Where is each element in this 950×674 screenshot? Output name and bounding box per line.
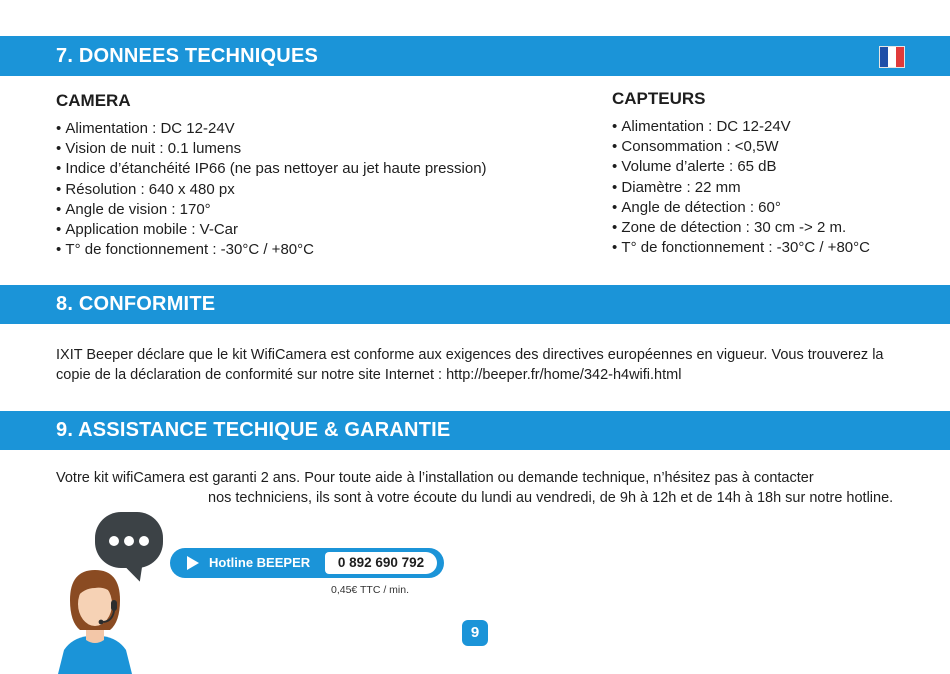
list-item: • Diamètre : 22 mm xyxy=(612,178,870,198)
hotline-phone-number[interactable]: 0 892 690 792 xyxy=(325,552,437,574)
list-item: • Application mobile : V-Car xyxy=(56,220,487,240)
section-title-support: 9. ASSISTANCE TECHIQUE & GARANTIE xyxy=(56,419,451,441)
camera-spec-list xyxy=(56,119,487,260)
conformity-text: IXIT Beeper déclare que le kit WifiCamera est conforme aux exigences des directives européennes en vigueur. Vous trouverez la copie de la déclaration de conformité sur notre site Internet : http://beeper.fr/home/342-h4wifi.html xyxy=(56,347,884,383)
call-price: 0,45€ TTC / min. xyxy=(331,584,410,596)
support-text-line-1: Votre kit wifiCamera est garanti 2 ans. Pour toute aide à l’installation ou demande technique, n’hésitez pas à contacter xyxy=(56,470,814,486)
list-item: • Angle de vision : 170° xyxy=(56,200,487,220)
list-item: • Alimentation : DC 12-24V xyxy=(56,119,487,139)
list-item: • T° de fonctionnement : -30°C / +80°C xyxy=(612,238,870,258)
list-item: • Indice d’étanchéité IP66 (ne pas nettoyer au jet haute pression) xyxy=(56,159,487,179)
camera-specs xyxy=(56,91,487,260)
hotline-label: Hotline BEEPER xyxy=(209,555,311,570)
hotline-badge xyxy=(170,548,444,578)
list-item: • Zone de détection : 30 cm -> 2 m. xyxy=(612,218,870,238)
list-item: • Alimentation : DC 12-24V xyxy=(612,117,870,137)
sensor-spec-list xyxy=(612,117,870,258)
speech-bubble-icon xyxy=(95,512,163,568)
camera-heading: CAMERA xyxy=(56,91,131,110)
list-item: • T° de fonctionnement : -30°C / +80°C xyxy=(56,240,487,260)
play-icon xyxy=(187,556,199,570)
page-number: 9 xyxy=(462,620,488,646)
section-header-conformity xyxy=(0,285,950,324)
section-title-technical: 7. DONNEES TECHNIQUES xyxy=(56,45,319,67)
list-item: • Résolution : 640 x 480 px xyxy=(56,180,487,200)
sensor-specs xyxy=(612,89,870,258)
list-item: • Consommation : <0,5W xyxy=(612,137,870,157)
section-header-technical xyxy=(0,36,950,76)
list-item: • Volume d’alerte : 65 dB xyxy=(612,157,870,177)
list-item: • Vision de nuit : 0.1 lumens xyxy=(56,139,487,159)
section-header-support xyxy=(0,411,950,450)
support-text-line-2: nos techniciens, ils sont à votre écoute du lundi au vendredi, de 9h à 12h et de 14h à 18h sur notre hotline. xyxy=(208,490,894,506)
section-title-conformity: 8. CONFORMITE xyxy=(56,293,216,315)
support-agent-icon xyxy=(50,566,140,674)
french-flag-icon xyxy=(879,46,905,68)
list-item: • Angle de détection : 60° xyxy=(612,198,870,218)
sensors-heading: CAPTEURS xyxy=(612,89,706,108)
